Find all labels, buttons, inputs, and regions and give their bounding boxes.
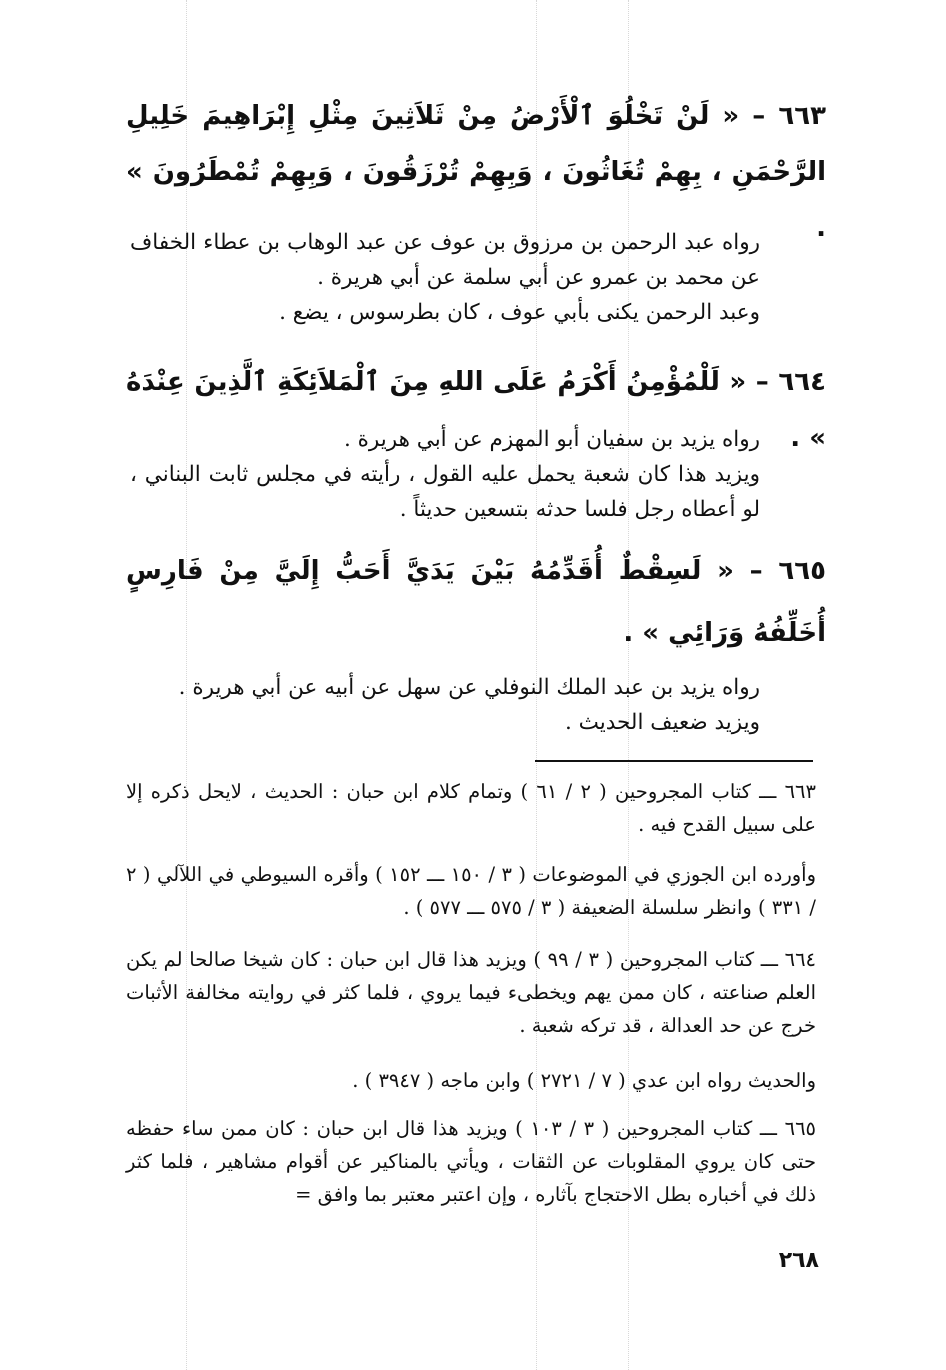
footnote-664-continued-text: والحديث رواه ابن عدي ( ٧ / ٢٧٢١ ) وابن ماجه ( ٣٩٤٧ ) . — [352, 1069, 816, 1092]
footnote-663-continued-text: وأورده ابن الجوزي في الموضوعات ( ٣ / ١٥٠ ـــ ١٥٢ ) وأقره السيوطي في اللآلي ( ٢ / ٣٣١ ) وانظر سلسلة الضعيفة ( ٣ / ٥٧٥ ـــ ٥٧٧ ) . — [126, 863, 816, 919]
hadith-664-text: ٦٦٤ – « لَلْمُؤْمِنُ أَكْرَمُ عَلَى اللهِ مِنَ ٱلْمَلاَئِكَةِ ٱلَّذِينَ عِنْدَهُ » . — [126, 367, 826, 453]
hadith-663-text: ٦٦٣ – « لَنْ تَخْلُوَ ٱلْأَرْضُ مِنْ ثَلاَثِينَ مِثْلِ إِبْرَاهِيمَ خَلِيلِ الرَّحْمَنِ ، بِهِمْ تُغَاثُونَ ، وَبِهِمْ تُرْزَقُونَ ، وَبِهِمْ تُمْطَرُونَ » . — [126, 101, 826, 243]
hadith-665 — [126, 540, 826, 664]
footnote-665-text: ٦٦٥ ـــ كتاب المجروحين ( ٣ / ١٠٣ ) ويزيد هذا قال ابن حبان : كان ممن ساء حفظه حتى كان يروي المقلوبات عن الثقات ، ويأتي بالمناكير عن أقوام مشاهير ، فلما كثر ذلك في أخباره بطل الاحتجاج بآثاره ، وإن اعتبر معتبر بما وافق = — [126, 1117, 817, 1206]
footnote-663 — [126, 775, 816, 841]
footnote-664-continued — [126, 1064, 816, 1097]
commentary-665 — [130, 670, 760, 740]
commentary-663-line2: وعبد الرحمن يكنى بأبي عوف ، كان بطرسوس ، يضع . — [279, 300, 760, 325]
footnote-663-text: ٦٦٣ ـــ كتاب المجروحين ( ٢ / ٦١ ) وتمام كلام ابن حبان : الحديث ، لايحل ذكره إلا على سبيل القدح فيه . — [126, 780, 816, 836]
commentary-664 — [130, 422, 760, 527]
commentary-665-line1: رواه يزيد بن عبد الملك النوفلي عن سهل عن أبيه عن أبي هريرة . — [178, 675, 760, 700]
commentary-665-line2: ويزيد ضعيف الحديث . — [565, 710, 760, 735]
footnote-664-text: ٦٦٤ ـــ كتاب المجروحين ( ٣ / ٩٩ ) ويزيد هذا قال ابن حبان : كان شيخا صالحا لم يكن العلم صناعته ، كان ممن يهم ويخطىء فيما يروي ، فلما كثر في روايته مخالفة الأثبات خرج عن حد العدالة ، قد تركه شعبة . — [126, 948, 817, 1037]
hadith-665-text: ٦٦٥ – « لَسِقْطٌ أُقَدِّمُهُ بَيْنَ يَدَيَّ أَحَبُّ إِلَيَّ مِنْ فَارِسٍ أُخَلِّفُهُ وَرَائِي » . — [126, 556, 826, 648]
footnote-663-continued — [126, 858, 816, 924]
commentary-664-line2: ويزيد هذا كان شعبة يحمل عليه القول ، رأيته في مجلس ثابت البناني ، لو أعطاه رجل فلسا حدثه بتسعين حديثاً . — [130, 462, 760, 522]
footnote-665 — [126, 1112, 816, 1211]
commentary-663 — [130, 225, 760, 330]
page-number: ٢٦٨ — [778, 1248, 819, 1273]
commentary-664-line1: رواه يزيد بن سفيان أبو المهزم عن أبي هريرة . — [343, 427, 760, 452]
commentary-663-line1: رواه عبد الرحمن بن مرزوق بن عوف عن عبد الوهاب بن عطاء الخفاف عن محمد بن عمرو عن أبي سلمة عن أبي هريرة . — [130, 230, 760, 290]
footnote-separator — [535, 760, 813, 762]
footnote-664 — [126, 943, 816, 1042]
